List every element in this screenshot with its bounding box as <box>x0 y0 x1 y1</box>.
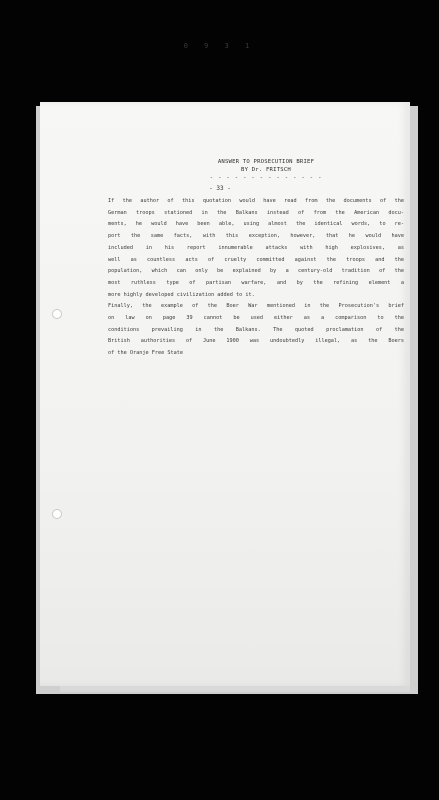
text-line: on law on page 39 cannot be used either as a comparison to the <box>108 315 404 322</box>
text-line: port the same facts, with this exception, however, that he would have <box>108 233 404 240</box>
text-line: German troops stationed in the Balkans instead of from the American docu- <box>108 209 404 216</box>
page-number: - 33 - <box>209 185 231 192</box>
sheet-bottom-edge <box>60 686 410 692</box>
text-line: of the Oranje Free State <box>108 350 183 357</box>
text-line: British authorities of June 1900 was undoubtedly illegal, as the Boers <box>108 338 404 345</box>
film-frame-marks: 0 9 3 1 <box>183 42 256 50</box>
document-header <box>196 158 336 182</box>
paragraph-1 <box>108 196 404 301</box>
document-body <box>108 196 404 360</box>
text-line: ments, he would have been able, using almost the identical words, to re- <box>108 221 404 228</box>
header-title-line-2: BY Dr. FRITSCH <box>241 167 291 173</box>
paragraph-2 <box>108 301 404 360</box>
text-line: conditions prevailing in the Balkans. The quoted proclamation of the <box>108 326 404 333</box>
header-title-line-1: ANSWER TO PROSECUTION BRIEF <box>217 159 315 165</box>
punch-hole-top <box>52 309 62 319</box>
text-line: If the author of this quotation would have read from the documents of the <box>108 198 404 204</box>
text-line: Finally, the example of the Boer War mentioned in the Prosecution's brief <box>108 303 404 310</box>
punch-hole-bottom <box>52 509 62 519</box>
text-line: well as countless acts of cruelty committed against the troops and the <box>108 256 404 263</box>
text-line: most ruthless type of partisan warfare, and by the refining element a <box>108 279 404 286</box>
text-line: more highly developed civilization added to it. <box>108 291 255 298</box>
text-line: population, which can only be explained by a century-old tradition of the <box>108 268 404 275</box>
header-rule: - - - - - - - - - - - - - - <box>209 175 323 181</box>
text-line: included in his report innumerable attacks with high explosives, as <box>108 244 404 251</box>
